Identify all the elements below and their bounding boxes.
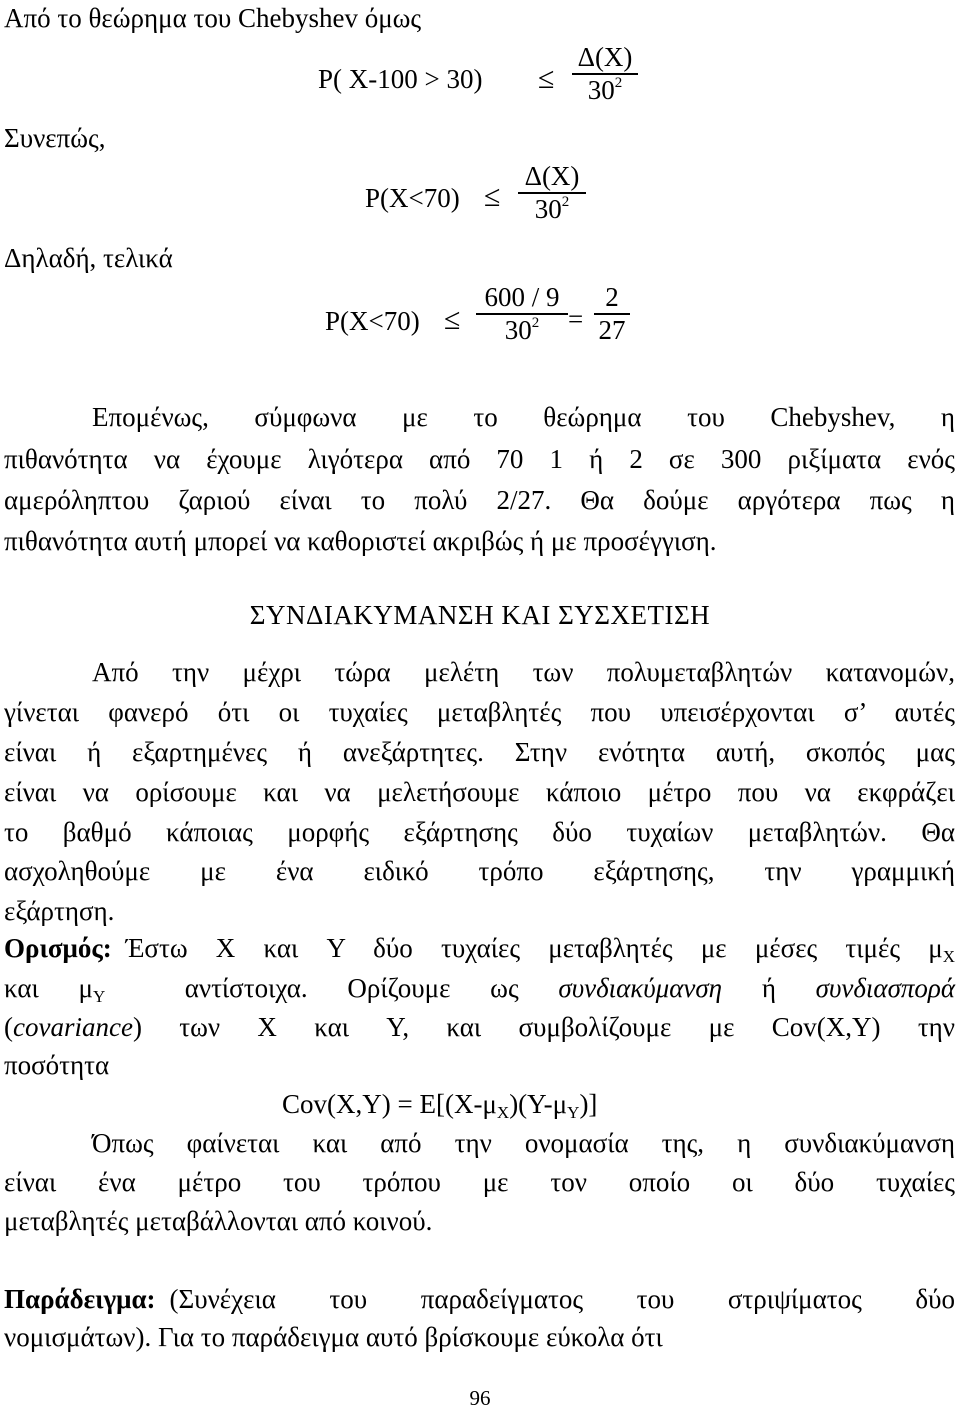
cov-formula-end: )] [579, 1089, 598, 1119]
definition-line-4: ποσότητα [4, 1050, 110, 1080]
eq2-den-exp: 2 [561, 194, 570, 210]
eq3-leq-symbol: ≤ [444, 303, 461, 336]
para1-line-3: αμερόληπτου ζαριού είναι το πολύ 2/27. Θα δούμε αργότερα πως η [4, 485, 955, 515]
eq3-lhs: P(X<70) [325, 306, 420, 336]
eq3-denominator [476, 315, 568, 346]
eq2-numerator: Δ(X) [524, 161, 580, 191]
eq3-rhs-numerator: 2 [605, 282, 619, 312]
eq3-fraction [476, 282, 568, 346]
covariance-formula [282, 1089, 597, 1123]
eq2-fraction [518, 161, 586, 225]
para2-line-2: γίνεται φανερό ότι οι τυχαίες μεταβλητές που υπεισέρχονται σ’ αυτές [4, 697, 955, 727]
eq3-numerator: 600 / 9 [484, 282, 560, 312]
definition-mu-text: Έστω X και Y δύο τυχαίες μεταβλητές με μέσες τιμές μ [125, 933, 943, 963]
intro-consequently: Συνεπώς, [4, 123, 106, 153]
eq1-den-base: 30 [587, 75, 615, 105]
definition-mu-y-sub: Y [92, 987, 106, 1006]
eq3-rhs-fraction [594, 282, 630, 346]
eq1-denominator [572, 75, 638, 106]
para3-line-1: Όπως φαίνεται και από την ονομασία της, η συνδιακύμανση [92, 1128, 955, 1158]
para2-line-6: ασχοληθούμε με ένα ειδικό τρόπο εξάρτησης, την γραμμική [4, 856, 955, 886]
definition-line-1-text [126, 933, 955, 967]
para2-line-1: Από την μέχρι τώρα μελέτη των πολυμεταβλητών κατανομών, [92, 657, 955, 687]
cov-formula-mid: )(Y-μ [509, 1089, 568, 1119]
eq1-den-exp: 2 [614, 75, 623, 91]
eq1-fraction [572, 42, 638, 106]
example-line-1-rest: (Συνέχεια του παραδείγματος του στριψίματος δύο [169, 1284, 955, 1314]
definition-term-covariance-gr: συνδιακύμανση [558, 973, 723, 1003]
example-label: Παράδειγμα: [4, 1284, 156, 1314]
cov-formula-lhs: Cov(X,Y) = E[(X-μ [282, 1089, 497, 1119]
example-line-2: νομισμάτων). Για το παράδειγμα αυτό βρίσκουμε εύκολα ότι [4, 1322, 663, 1352]
eq2-denominator [518, 194, 586, 225]
cov-formula-sub-y: Y [567, 1103, 580, 1122]
eq3-equals: = [568, 304, 584, 334]
para2-line-7: εξάρτηση. [4, 896, 115, 926]
para2-line-3: είναι ή εξαρτημένες ή ανεξάρτητες. Στην ενότητα αυτή, σκοπός μας [4, 737, 955, 767]
section-heading: ΣΥΝΔΙΑΚΥΜΑΝΣΗ ΚΑΙ ΣΥΣΧΕΤΙΣΗ [249, 600, 711, 630]
eq3-rhs-denominator: 27 [598, 315, 626, 345]
para2-line-5: το βαθμό κάποιας μορφής εξάρτησης δύο τυχαίων μεταβλητών. Θα [4, 817, 955, 847]
definition-or: ή [761, 973, 776, 1003]
para1-line-4: πιθανότητα αυτή μπορεί να καθοριστεί ακριβώς ή με προσέγγιση. [4, 526, 717, 556]
definition-term-covariance-en: covariance [13, 1012, 133, 1042]
eq1-lhs: P( X-100 > 30) [318, 64, 483, 94]
definition-label: Ορισμός: [4, 933, 112, 963]
eq2-den-base: 30 [534, 194, 562, 224]
para1-line-2: πιθανότητα να έχουμε λιγότερα από 70 1 ή 2 σε 300 ριξίματα ενός [4, 444, 955, 474]
para2-line-4: είναι να ορίσουμε και να μελετήσουμε κάποιο μέτρο που να εκφράζει [4, 777, 955, 807]
eq2-leq-symbol: ≤ [484, 180, 501, 213]
eq2-lhs: P(X<70) [365, 183, 460, 213]
para3-line-2: είναι ένα μέτρο του τρόπου με τον οποίο οι δύο τυχαίες [4, 1167, 955, 1197]
cov-formula-sub-x: X [496, 1103, 510, 1122]
definition-line-2-mid: αντίστοιχα. Ορίζουμε ως [184, 973, 519, 1003]
definition-term-dispersion-gr: συνδιασπορά [815, 973, 956, 1003]
eq3-den-exp: 2 [531, 315, 540, 331]
definition-line-2 [4, 973, 955, 1007]
intro-chebyshev-line: Από το θεώρημα του Chebyshev όμως [4, 3, 422, 33]
page-number: 96 [469, 1386, 491, 1410]
intro-finally: Δηλαδή, τελικά [4, 243, 173, 273]
definition-line-1 [4, 933, 955, 967]
example-line-1 [4, 1284, 955, 1315]
definition-mu-x-sub: X [942, 947, 955, 966]
eq1-leq-symbol: ≤ [538, 62, 555, 95]
para1-line-1: Επομένως, σύμφωνα με το θεώρημα του Chebyshev, η [92, 402, 955, 432]
para3-line-3: μεταβλητές μεταβάλλονται από κοινού. [4, 1206, 433, 1236]
eq1-numerator: Δ(X) [577, 42, 633, 72]
definition-line-3-rest: των X και Y, και συμβολίζουμε με Cov(X,Y) την [179, 1012, 955, 1042]
definition-line-3: (covariance) των X και Y, και συμβολίζουμε με Cov(X,Y) την [4, 1012, 955, 1042]
definition-mu-y-text: και μ [4, 973, 93, 1003]
eq3-den-base: 30 [504, 315, 532, 345]
